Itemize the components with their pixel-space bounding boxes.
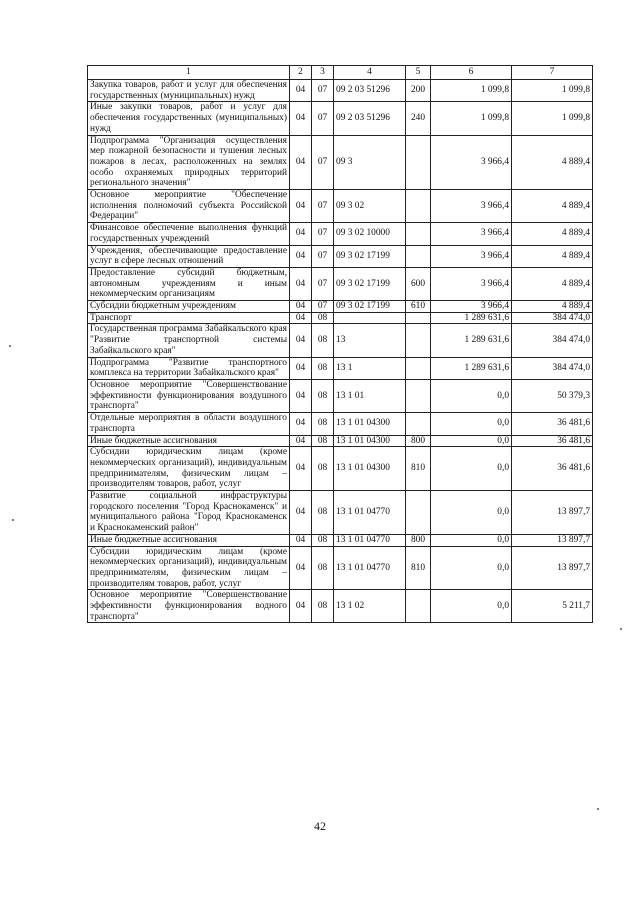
target-article-cell: 13 1 xyxy=(334,357,406,379)
expense-type-cell: 810 xyxy=(406,447,431,491)
target-article-cell: 13 1 01 04770 xyxy=(334,546,406,590)
section-code-cell: 04 xyxy=(290,357,312,379)
scan-speck xyxy=(9,345,11,347)
section-code-cell: 04 xyxy=(290,379,312,412)
section-code-cell: 04 xyxy=(290,102,312,135)
row-name-cell: Финансовое обеспечение выполнения функций государственных учреждений xyxy=(88,223,290,245)
expense-type-cell xyxy=(406,135,431,190)
amount-year1-cell: 3 966,4 xyxy=(431,267,512,300)
section-code-cell: 04 xyxy=(290,267,312,300)
amount-year2-cell: 13 897,7 xyxy=(512,546,593,590)
row-name-cell: Основное мероприятие "Совершенствование эффективности функционирования водного транспорта" xyxy=(88,590,290,623)
subsection-code-cell: 07 xyxy=(312,245,334,267)
section-code-cell: 04 xyxy=(290,413,312,435)
amount-year1-cell: 0,0 xyxy=(431,379,512,412)
table-row xyxy=(88,135,593,190)
row-name-cell: Подпрограмма "Организация осуществления мер пожарной безопасности и тушения лесных пожаров в лесах, расположенных на землях особо охраняемых природных территорий регионального значения" xyxy=(88,135,290,190)
amount-year2-cell: 384 474,0 xyxy=(512,312,593,324)
expense-type-cell xyxy=(406,379,431,412)
row-name-cell: Основное мероприятие "Совершенствование эффективности функционирования воздушного транспорта" xyxy=(88,379,290,412)
row-name-cell: Государственная программа Забайкальского края "Развитие транспортной системы Забайкальского края" xyxy=(88,324,290,357)
subsection-code-cell: 08 xyxy=(312,447,334,491)
section-code-cell: 04 xyxy=(290,80,312,102)
amount-year2-cell: 4 889,4 xyxy=(512,135,593,190)
subsection-code-cell: 08 xyxy=(312,534,334,546)
table-row xyxy=(88,190,593,223)
scan-speck xyxy=(12,519,14,521)
amount-year2-cell: 5 211,7 xyxy=(512,590,593,623)
section-code-cell: 04 xyxy=(290,312,312,324)
column-header: 1 xyxy=(88,66,290,80)
table-row xyxy=(88,413,593,435)
section-code-cell: 04 xyxy=(290,245,312,267)
target-article-cell: 09 3 02 17199 xyxy=(334,245,406,267)
expense-type-cell xyxy=(406,223,431,245)
amount-year1-cell: 0,0 xyxy=(431,546,512,590)
subsection-code-cell: 07 xyxy=(312,223,334,245)
subsection-code-cell: 07 xyxy=(312,80,334,102)
amount-year2-cell: 4 889,4 xyxy=(512,245,593,267)
target-article-cell: 13 1 01 04770 xyxy=(334,534,406,546)
table-row xyxy=(88,102,593,135)
section-code-cell: 04 xyxy=(290,435,312,447)
subsection-code-cell: 07 xyxy=(312,267,334,300)
subsection-code-cell: 07 xyxy=(312,190,334,223)
expense-type-cell xyxy=(406,491,431,535)
amount-year1-cell: 1 099,8 xyxy=(431,80,512,102)
row-name-cell: Закупка товаров, работ и услуг для обеспечения государственных (муниципальных) нужд xyxy=(88,80,290,102)
table-row xyxy=(88,324,593,357)
table-row xyxy=(88,301,593,313)
column-header: 6 xyxy=(431,66,512,80)
target-article-cell: 09 3 02 17199 xyxy=(334,267,406,300)
section-code-cell: 04 xyxy=(290,135,312,190)
target-article-cell: 13 xyxy=(334,324,406,357)
amount-year2-cell: 1 099,8 xyxy=(512,80,593,102)
amount-year2-cell: 1 099,8 xyxy=(512,102,593,135)
subsection-code-cell: 08 xyxy=(312,413,334,435)
amount-year2-cell: 36 481,6 xyxy=(512,435,593,447)
amount-year1-cell: 1 099,8 xyxy=(431,102,512,135)
table-row xyxy=(88,245,593,267)
header-row xyxy=(88,66,593,80)
table-row xyxy=(88,223,593,245)
amount-year2-cell: 36 481,6 xyxy=(512,413,593,435)
table-row xyxy=(88,267,593,300)
amount-year2-cell: 4 889,4 xyxy=(512,190,593,223)
amount-year1-cell: 0,0 xyxy=(431,413,512,435)
section-code-cell: 04 xyxy=(290,590,312,623)
amount-year1-cell: 3 966,4 xyxy=(431,223,512,245)
target-article-cell: 09 3 02 xyxy=(334,190,406,223)
expense-type-cell: 600 xyxy=(406,267,431,300)
target-article-cell: 09 3 02 17199 xyxy=(334,301,406,313)
table-row xyxy=(88,546,593,590)
table-row xyxy=(88,590,593,623)
amount-year1-cell: 0,0 xyxy=(431,491,512,535)
table-row xyxy=(88,357,593,379)
amount-year2-cell: 13 897,7 xyxy=(512,491,593,535)
amount-year2-cell: 36 481,6 xyxy=(512,447,593,491)
target-article-cell: 09 3 xyxy=(334,135,406,190)
target-article-cell: 13 1 01 04300 xyxy=(334,435,406,447)
target-article-cell: 13 1 01 04770 xyxy=(334,491,406,535)
amount-year1-cell: 3 966,4 xyxy=(431,135,512,190)
amount-year1-cell: 0,0 xyxy=(431,534,512,546)
target-article-cell: 09 2 03 51296 xyxy=(334,80,406,102)
budget-table xyxy=(87,65,593,623)
subsection-code-cell: 07 xyxy=(312,135,334,190)
subsection-code-cell: 08 xyxy=(312,546,334,590)
row-name-cell: Предоставление субсидий бюджетным, автономным учреждениям и иным некоммерческим организациям xyxy=(88,267,290,300)
amount-year1-cell: 0,0 xyxy=(431,447,512,491)
row-name-cell: Субсидии юридическим лицам (кроме некоммерческих организаций), индивидуальным предпринимателям, физическим лицам – производителям товаров, работ, услуг xyxy=(88,546,290,590)
row-name-cell: Транспорт xyxy=(88,312,290,324)
subsection-code-cell: 08 xyxy=(312,312,334,324)
section-code-cell: 04 xyxy=(290,223,312,245)
row-name-cell: Подпрограмма "Развитие транспортного комплекса на территории Забайкальского края" xyxy=(88,357,290,379)
scan-speck xyxy=(620,628,622,630)
column-header: 4 xyxy=(334,66,406,80)
subsection-code-cell: 08 xyxy=(312,435,334,447)
expense-type-cell: 800 xyxy=(406,435,431,447)
section-code-cell: 04 xyxy=(290,491,312,535)
subsection-code-cell: 08 xyxy=(312,379,334,412)
expense-type-cell xyxy=(406,413,431,435)
amount-year1-cell: 1 289 631,6 xyxy=(431,312,512,324)
table-row xyxy=(88,491,593,535)
table-row xyxy=(88,80,593,102)
row-name-cell: Иные бюджетные ассигнования xyxy=(88,534,290,546)
expense-type-cell: 610 xyxy=(406,301,431,313)
amount-year1-cell: 3 966,4 xyxy=(431,190,512,223)
row-name-cell: Отдельные мероприятия в области воздушного транспорта xyxy=(88,413,290,435)
row-name-cell: Иные бюджетные ассигнования xyxy=(88,435,290,447)
amount-year1-cell: 1 289 631,6 xyxy=(431,357,512,379)
target-article-cell: 13 1 01 xyxy=(334,379,406,412)
subsection-code-cell: 08 xyxy=(312,357,334,379)
subsection-code-cell: 08 xyxy=(312,590,334,623)
target-article-cell: 13 1 02 xyxy=(334,590,406,623)
section-code-cell: 04 xyxy=(290,190,312,223)
amount-year2-cell: 50 379,3 xyxy=(512,379,593,412)
amount-year1-cell: 3 966,4 xyxy=(431,301,512,313)
section-code-cell: 04 xyxy=(290,546,312,590)
amount-year1-cell: 1 289 631,6 xyxy=(431,324,512,357)
section-code-cell: 04 xyxy=(290,324,312,357)
column-header: 3 xyxy=(312,66,334,80)
section-code-cell: 04 xyxy=(290,447,312,491)
amount-year1-cell: 0,0 xyxy=(431,590,512,623)
expense-type-cell xyxy=(406,357,431,379)
table-row xyxy=(88,435,593,447)
expense-type-cell: 800 xyxy=(406,534,431,546)
amount-year2-cell: 384 474,0 xyxy=(512,324,593,357)
table-row xyxy=(88,447,593,491)
expense-type-cell: 810 xyxy=(406,546,431,590)
expense-type-cell xyxy=(406,312,431,324)
column-header: 5 xyxy=(406,66,431,80)
row-name-cell: Развитие социальной инфраструктуры городского поселения "Город Краснокаменск" и муниципального района "Город Краснокаменск и Краснокаменский район" xyxy=(88,491,290,535)
amount-year2-cell: 4 889,4 xyxy=(512,267,593,300)
target-article-cell: 09 3 02 10000 xyxy=(334,223,406,245)
section-code-cell: 04 xyxy=(290,301,312,313)
row-name-cell: Основное мероприятие "Обеспечение исполнения полномочий субъекта Российской Федерации" xyxy=(88,190,290,223)
table-row xyxy=(88,379,593,412)
row-name-cell: Иные закупки товаров, работ и услуг для обеспечения государственных (муниципальных) нужд xyxy=(88,102,290,135)
row-name-cell: Субсидии юридическим лицам (кроме некоммерческих организаций), индивидуальным предпринимателям, физическим лицам – производителям товаров, работ, услуг xyxy=(88,447,290,491)
target-article-cell: 13 1 01 04300 xyxy=(334,413,406,435)
column-header: 2 xyxy=(290,66,312,80)
target-article-cell xyxy=(334,312,406,324)
section-code-cell: 04 xyxy=(290,534,312,546)
row-name-cell: Учреждения, обеспечивающие предоставление услуг в сфере лесных отношений xyxy=(88,245,290,267)
amount-year1-cell: 0,0 xyxy=(431,435,512,447)
amount-year2-cell: 384 474,0 xyxy=(512,357,593,379)
target-article-cell: 09 2 03 51296 xyxy=(334,102,406,135)
target-article-cell: 13 1 01 04300 xyxy=(334,447,406,491)
expense-type-cell xyxy=(406,245,431,267)
amount-year1-cell: 3 966,4 xyxy=(431,245,512,267)
expense-type-cell xyxy=(406,190,431,223)
page-number: 42 xyxy=(314,819,326,833)
subsection-code-cell: 08 xyxy=(312,491,334,535)
expense-type-cell: 240 xyxy=(406,102,431,135)
subsection-code-cell: 07 xyxy=(312,102,334,135)
row-name-cell: Субсидии бюджетным учреждениям xyxy=(88,301,290,313)
column-header: 7 xyxy=(512,66,593,80)
expense-type-cell xyxy=(406,324,431,357)
amount-year2-cell: 4 889,4 xyxy=(512,301,593,313)
scan-speck xyxy=(597,808,599,810)
expense-type-cell xyxy=(406,590,431,623)
expense-type-cell: 200 xyxy=(406,80,431,102)
table-row xyxy=(88,312,593,324)
amount-year2-cell: 13 897,7 xyxy=(512,534,593,546)
amount-year2-cell: 4 889,4 xyxy=(512,223,593,245)
subsection-code-cell: 07 xyxy=(312,301,334,313)
subsection-code-cell: 08 xyxy=(312,324,334,357)
table-row xyxy=(88,534,593,546)
